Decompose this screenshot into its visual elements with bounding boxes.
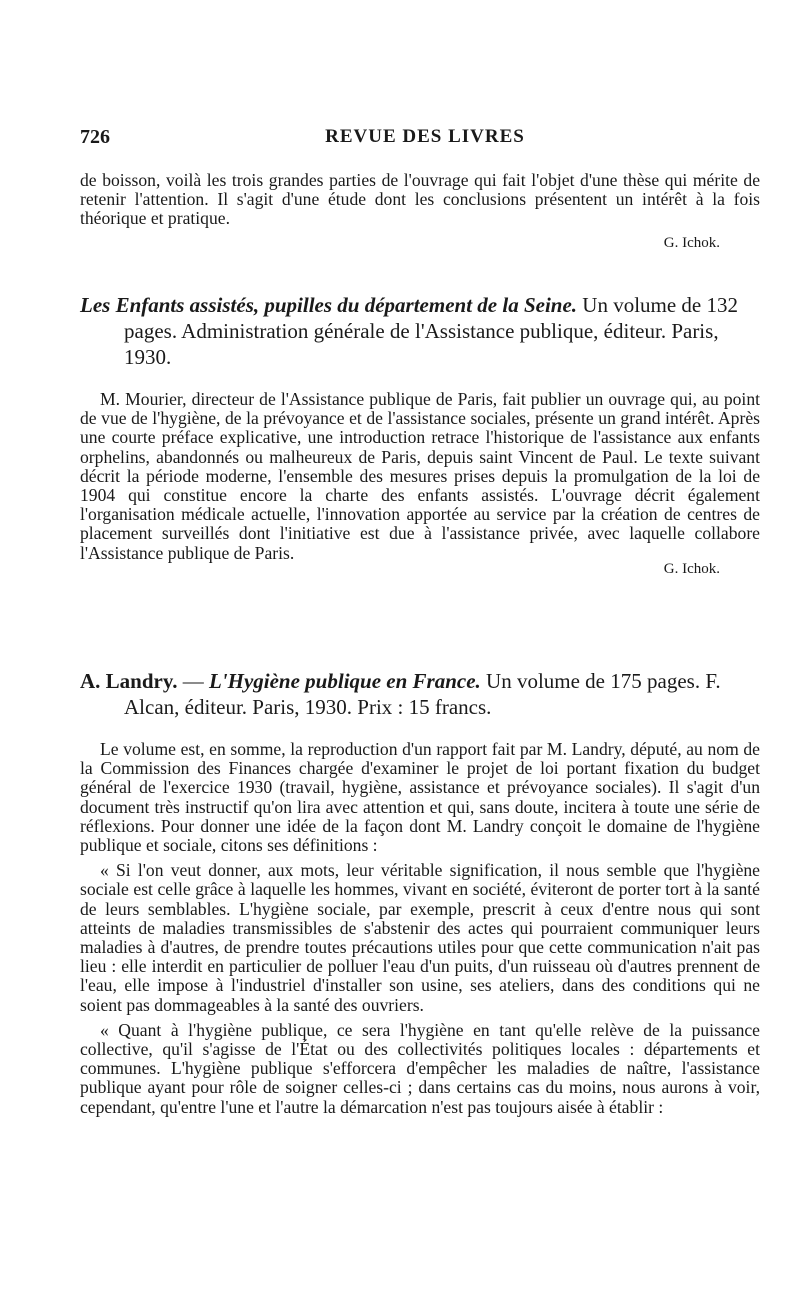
page-number: 726 bbox=[80, 126, 110, 148]
review2-details: Un volume de 175 pages. F. Alcan, éditeur. Paris, 1930. Prix : 15 francs. bbox=[124, 669, 721, 719]
review2-paragraph-1: Le volume est, en somme, la reproduction d'un rapport fait par M. Landry, député, au nom de la Commission des Finances chargée d'examiner le projet de loi portant fixation du budget général de l'exercice 1930 (travail, hygiène, assistance et prévoyance sociales). Il s'agit d'un document très instructif qu'on lira avec attention et qui, sans doute, incitera à toute une série de réflexions. Pour donner une idée de la façon dont M. Landry conçoit le domaine de l'hygiène publique et sociale, citons ses définitions : bbox=[80, 739, 760, 856]
intro-section bbox=[80, 171, 760, 252]
intro-paragraph: de boisson, voilà les trois grandes parties de l'ouvrage qui fait l'objet d'une thèse qui mérite de retenir l'attention. Il s'agit d'une étude dont les conclusions présentent un intérêt à la fois théorique et pratique. bbox=[80, 170, 760, 229]
review1-body: M. Mourier, directeur de l'Assistance publique de Paris, fait publier un ouvrage qui, au point de vue de l'hygiène, de la prévoyance et de l'assistance sociales, présente un grand intérêt. Après une courte préface explicative, une introduction retrace l'historique de l'assistance aux enfants orphelins, abandonnés ou malheureux de Paris, depuis saint Vincent de Paul. Le texte suivant décrit la période moderne, l'ensemble des mesures prises depuis la promulgation de la loi de 1904 qui constitue encore la charte des enfants assistés. L'ouvrage décrit également l'organisation médicale actuelle, l'innovation apportée au service par la création de centres de placement surveillés dont l'initiative est due à l'assistance privée, avec laquelle collabore l'Assistance publique de Paris. bbox=[80, 389, 760, 563]
review-enfants-assistes bbox=[80, 292, 760, 578]
review1-heading bbox=[80, 292, 760, 370]
review2-heading: A. Landry. — L'Hygiène publique en France. Un volume de 175 pages. F. Alcan, éditeur. Paris, 1930. Prix : 15 francs. bbox=[80, 669, 721, 719]
running-title: REVUE DES LIVRES bbox=[325, 126, 525, 147]
review2-quote-1: « Si l'on veut donner, aux mots, leur véritable signification, il nous semble que l'hygiène sociale est celle grâce à laquelle les hommes, vivant en société, éviteront de porter tort à la santé de leurs semblables. L'hygiène sociale, par exemple, prescrit à ceux d'entre nous qui sont atteints de maladies transmissibles de s'abstenir des actes qui pourraient communiquer leurs maladies à d'autres, de prendre toutes précautions utiles pour que cette communication n'ait pas lieu : elle interdit en particulier de polluer l'eau d'un puits, d'un ruisseau où d'autres prennent de l'eau, elle impose à l'industriel d'installer son usine, ses ateliers, dans des conditions qui ne soient pas dommageables à la santé des ouvriers. bbox=[80, 860, 760, 1015]
review1-details: Un volume de 132 pages. Administration générale de l'Assistance publique, éditeur. Paris, 1930. bbox=[124, 293, 739, 369]
review1-signature: G. Ichok. bbox=[663, 560, 720, 577]
page-header bbox=[80, 126, 770, 154]
review-hygiene-publique bbox=[80, 668, 760, 1117]
review2-author: A. Landry. bbox=[80, 669, 178, 693]
review2-title: L'Hygiène publique en France. bbox=[208, 669, 481, 693]
review1-title: Les Enfants assistés, pupilles du département de la Seine. bbox=[80, 293, 578, 317]
review2-quote-2: « Quant à l'hygiène publique, ce sera l'hygiène en tant qu'elle relève de la puissance collective, qu'il s'agisse de l'État ou des collectivités politiques locales : départements et communes. L'hygiène publique s'efforcera d'empêcher les maladies de naître, l'assistance publique ayant pour rôle de soigner celles-ci ; dans certains cas du moins, nous aurons à voir, cependant, qu'entre l'une et l'autre la démarcation n'est pas toujours aisée à établir : bbox=[80, 1019, 760, 1117]
intro-signature: G. Ichok. bbox=[663, 234, 720, 251]
